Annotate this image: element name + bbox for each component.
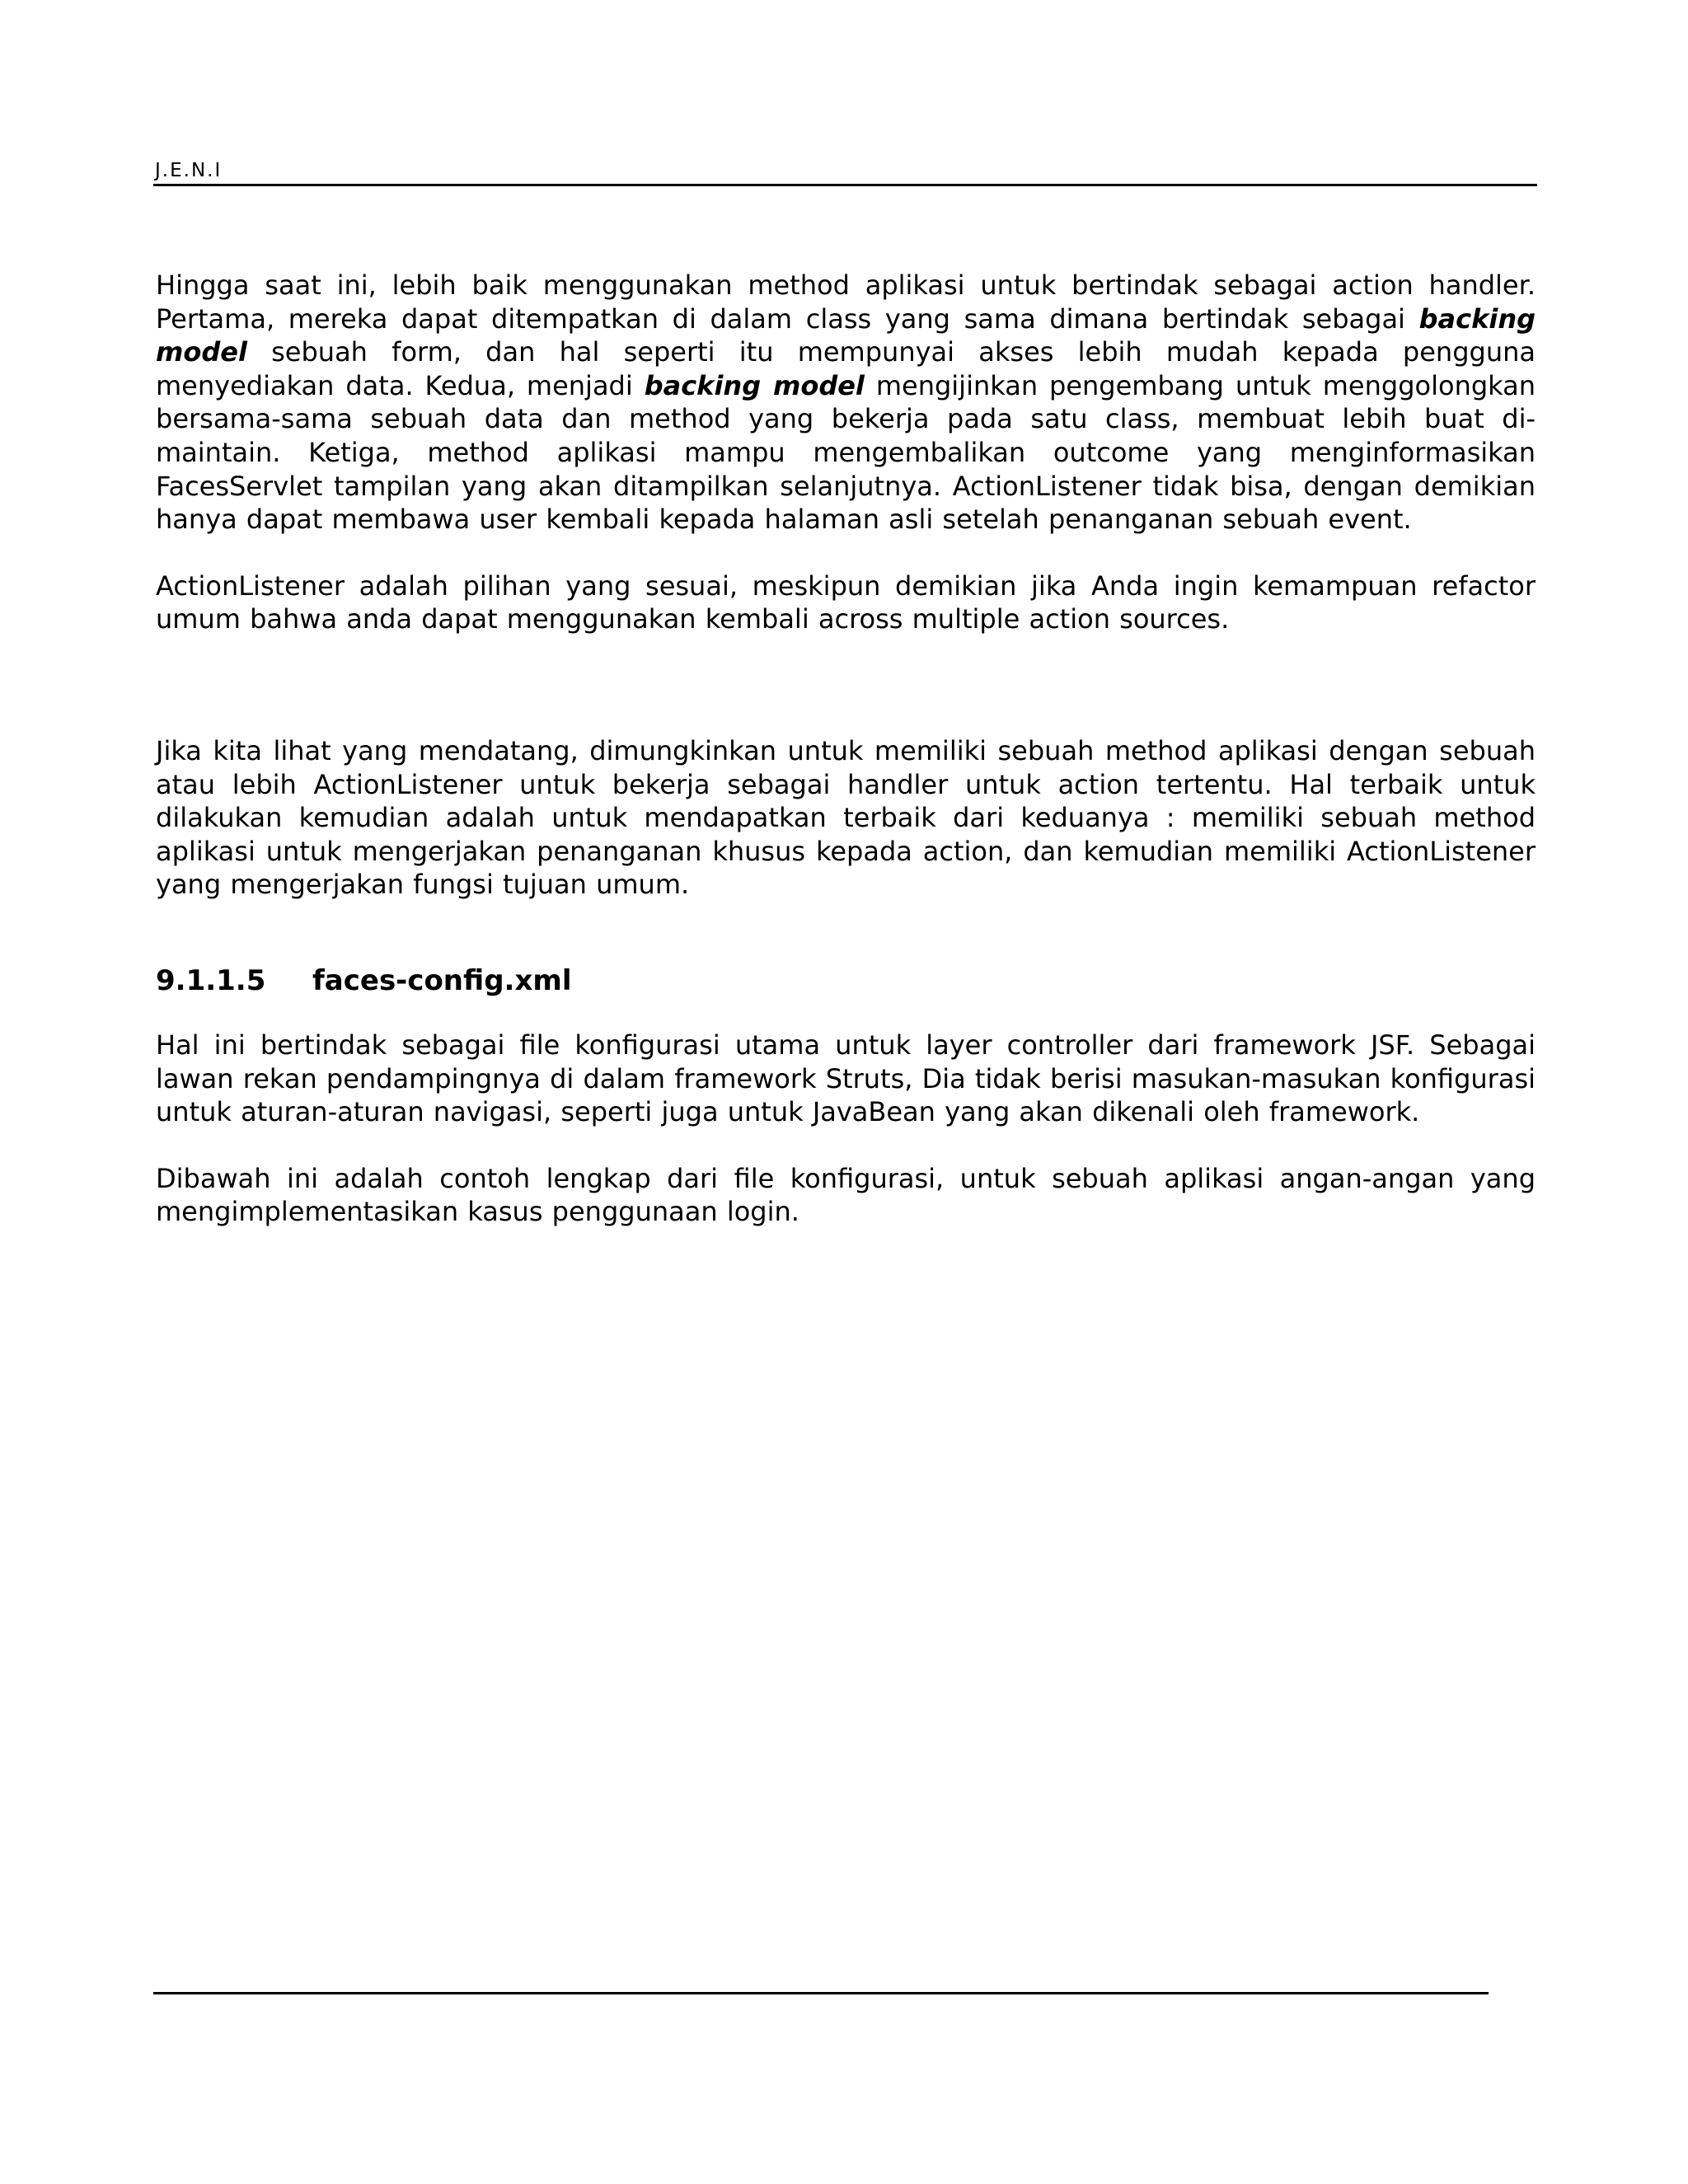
paragraph-text: Hingga saat ini, lebih baik menggunakan method aplikasi untuk bertindak sebagai action handler. Pertama, mereka dapat ditempatkan di dalam class yang sama dimana bertindak sebagai: [156, 269, 1536, 335]
header-divider: [153, 184, 1537, 186]
section-number: 9.1.1.5: [156, 963, 266, 997]
section-title: faces-config.xml: [312, 963, 572, 997]
page-header-label: J.E.N.I: [155, 160, 223, 181]
paragraph-actionlistener: ActionListener adalah pilihan yang sesuai, meskipun demikian jika Anda ingin kemampuan refactor umum bahwa anda dapat menggunakan kembali across multiple action sources.: [156, 569, 1536, 635]
paragraph-text: mengijinkan pengembang untuk menggolongkan bersama-sama sebuah data dan method yang bekerja pada satu class, membuat lebih buat di-maintain. Ketiga, method aplikasi mampu mengembalikan outcome yang menginformasikan FacesServlet tampilan yang akan ditampilkan selanjutnya. ActionListener tidak bisa, dengan demikian hanya dapat membawa user kembali kepada halaman asli setelah penanganan sebuah event.: [156, 369, 1536, 536]
paragraph-text: sebuah form, dan hal seperti itu mempunyai akses lebih mudah kepada pengguna menyediakan data. Kedua, menjadi: [156, 336, 1536, 401]
emphasis-backing-model: backing model: [156, 302, 1536, 368]
section-heading: [156, 964, 1536, 997]
paragraph-example: Dibawah ini adalah contoh lengkap dari file konfigurasi, untuk sebuah aplikasi angan-angan yang mengimplementasikan kasus penggunaan login.: [156, 1162, 1536, 1228]
footer-divider: [153, 1992, 1489, 1994]
paragraph-future: Jika kita lihat yang mendatang, dimungkinkan untuk memiliki sebuah method aplikasi dengan sebuah atau lebih ActionListener untuk bekerja sebagai handler untuk action tertentu. Hal terbaik untuk dilakukan kemudian adalah untuk mendapatkan terbaik dari keduanya : memiliki sebuah method aplikasi untuk mengerjakan penanganan khusus kepada action, dan kemudian memiliki ActionListener yang mengerjakan fungsi tujuan umum.: [156, 734, 1536, 901]
page-content: [156, 269, 1536, 1262]
paragraph-faces-config: Hal ini bertindak sebagai file konfigurasi utama untuk layer controller dari framework JSF. Sebagai lawan rekan pendampingnya di dalam framework Struts, Dia tidak berisi masukan-masukan konfigurasi untuk aturan-aturan navigasi, seperti juga untuk JavaBean yang akan dikenali oleh framework.: [156, 1029, 1536, 1128]
paragraph-action-handler: [156, 269, 1536, 537]
emphasis-backing-model: backing model: [644, 369, 865, 401]
